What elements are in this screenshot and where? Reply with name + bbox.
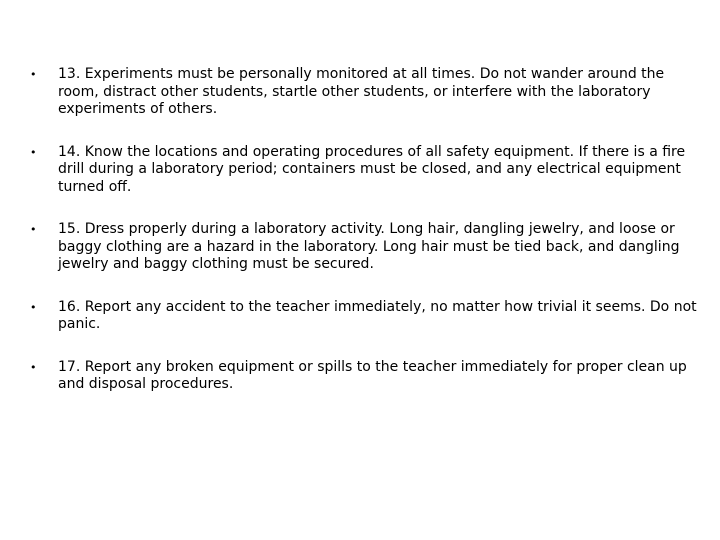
- rule-item-13: [30, 66, 700, 119]
- rule-text: 14. Know the locations and operating procedures of all safety equipment. If there is a fire drill during a laboratory period; containers must be closed, and any electrical equipment turned off.: [58, 143, 686, 195]
- safety-rules-list: [30, 66, 700, 419]
- rule-item-17: [30, 359, 700, 394]
- rule-text: 13. Experiments must be personally monitored at all times. Do not wander around the room, distract other students, startle other students, or interfere with the laboratory experiments of others.: [58, 66, 665, 117]
- rule-text: 15. Dress properly during a laboratory activity. Long hair, dangling jewelry, and loose or baggy clothing are a hazard in the laboratory. Long hair must be tied back, and dangling jewelry and baggy clothing must be secured.: [58, 221, 680, 272]
- rule-item-14: [30, 144, 700, 197]
- rule-text: 16. Report any accident to the teacher immediately, no matter how trivial it seems. Do not panic.: [58, 298, 697, 332]
- bullet-icon: •: [30, 223, 37, 236]
- rule-text: 17. Report any broken equipment or spills to the teacher immediately for proper clean up and disposal procedures.: [58, 358, 687, 392]
- bullet-icon: •: [30, 300, 37, 314]
- bullet-icon: •: [30, 360, 37, 374]
- bullet-icon: •: [30, 145, 37, 159]
- rule-item-15: [30, 221, 700, 274]
- rule-item-16: [30, 299, 700, 334]
- bullet-icon: •: [30, 68, 37, 81]
